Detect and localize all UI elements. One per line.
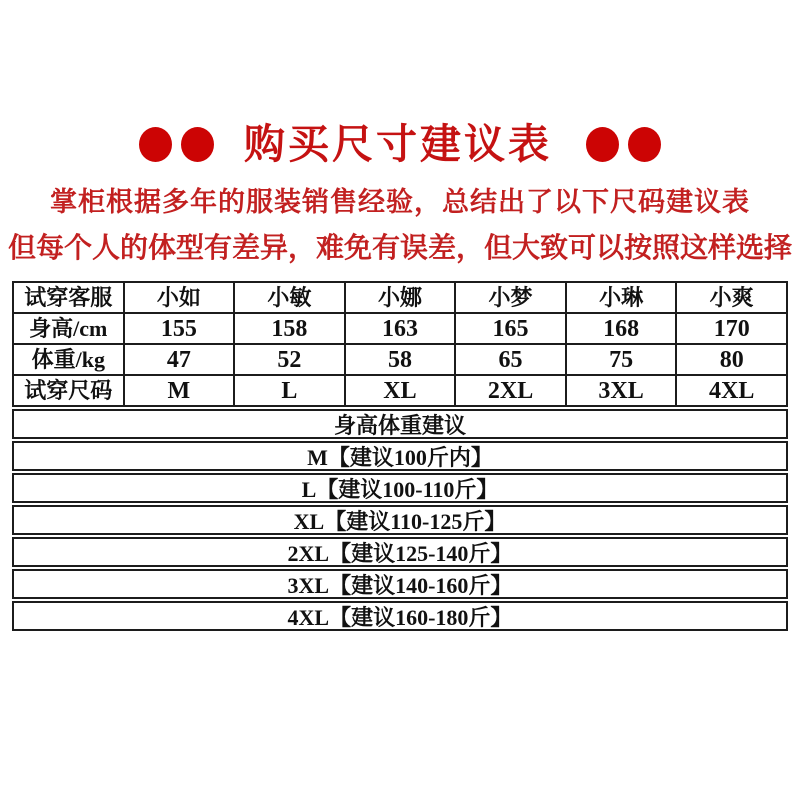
table-cell: 3XL (566, 375, 677, 406)
table-cell: 小爽 (676, 282, 787, 313)
table-cell: 75 (566, 344, 677, 375)
row-label: 试穿尺码 (13, 375, 124, 406)
red-dot-icon (139, 127, 172, 162)
row-label: 身高/cm (13, 313, 124, 344)
table-cell: 小娜 (345, 282, 456, 313)
table-cell: 80 (676, 344, 787, 375)
suggestion-row-4xl: 4XL【建议160-180斤】 (12, 601, 788, 631)
table-cell: 52 (234, 344, 345, 375)
table-row-customer-service (13, 282, 787, 313)
title-row (0, 122, 800, 167)
table-cell: 155 (124, 313, 235, 344)
red-dot-icon (181, 127, 214, 162)
page-title: 购买尺寸建议表 (244, 121, 552, 167)
table-cell: 2XL (455, 375, 566, 406)
table-cell: 165 (455, 313, 566, 344)
table-cell: M (124, 375, 235, 406)
table-cell: 小琳 (566, 282, 677, 313)
row-label: 试穿客服 (13, 282, 124, 313)
table-cell: 4XL (676, 375, 787, 406)
table-row-fitting-size (13, 375, 787, 406)
red-dot-icon (586, 127, 619, 162)
size-measurement-table (12, 281, 788, 407)
table-cell: 小如 (124, 282, 235, 313)
suggestion-row-l: L【建议100-110斤】 (12, 473, 788, 503)
table-cell: 小敏 (234, 282, 345, 313)
left-dot-pair (139, 127, 214, 162)
table-cell: 158 (234, 313, 345, 344)
table-cell: 163 (345, 313, 456, 344)
suggestion-row-3xl: 3XL【建议140-160斤】 (12, 569, 788, 599)
right-dot-pair (586, 127, 661, 162)
row-label: 体重/kg (13, 344, 124, 375)
suggestion-row-m: M【建议100斤内】 (12, 441, 788, 471)
table-cell: 170 (676, 313, 787, 344)
subtitle-line-1: 掌柜根据多年的服装销售经验，总结出了以下尺码建议表 (50, 187, 750, 218)
table-cell: XL (345, 375, 456, 406)
table-cell: 小梦 (455, 282, 566, 313)
table-row-height (13, 313, 787, 344)
size-suggestions (0, 409, 800, 631)
table-cell: 168 (566, 313, 677, 344)
suggestion-row-2xl: 2XL【建议125-140斤】 (12, 537, 788, 567)
suggestion-row-xl: XL【建议110-125斤】 (12, 505, 788, 535)
subtitle-line-2: 但每个人的体型有差异，难免有误差，但大致可以按照这样选择 (7, 233, 792, 265)
table-cell: 65 (455, 344, 566, 375)
table-cell: 58 (345, 344, 456, 375)
table-cell: L (234, 375, 345, 406)
table-row-weight (13, 344, 787, 375)
table-cell: 47 (124, 344, 235, 375)
suggestions-header: 身高体重建议 (12, 409, 788, 439)
red-dot-icon (628, 127, 661, 162)
